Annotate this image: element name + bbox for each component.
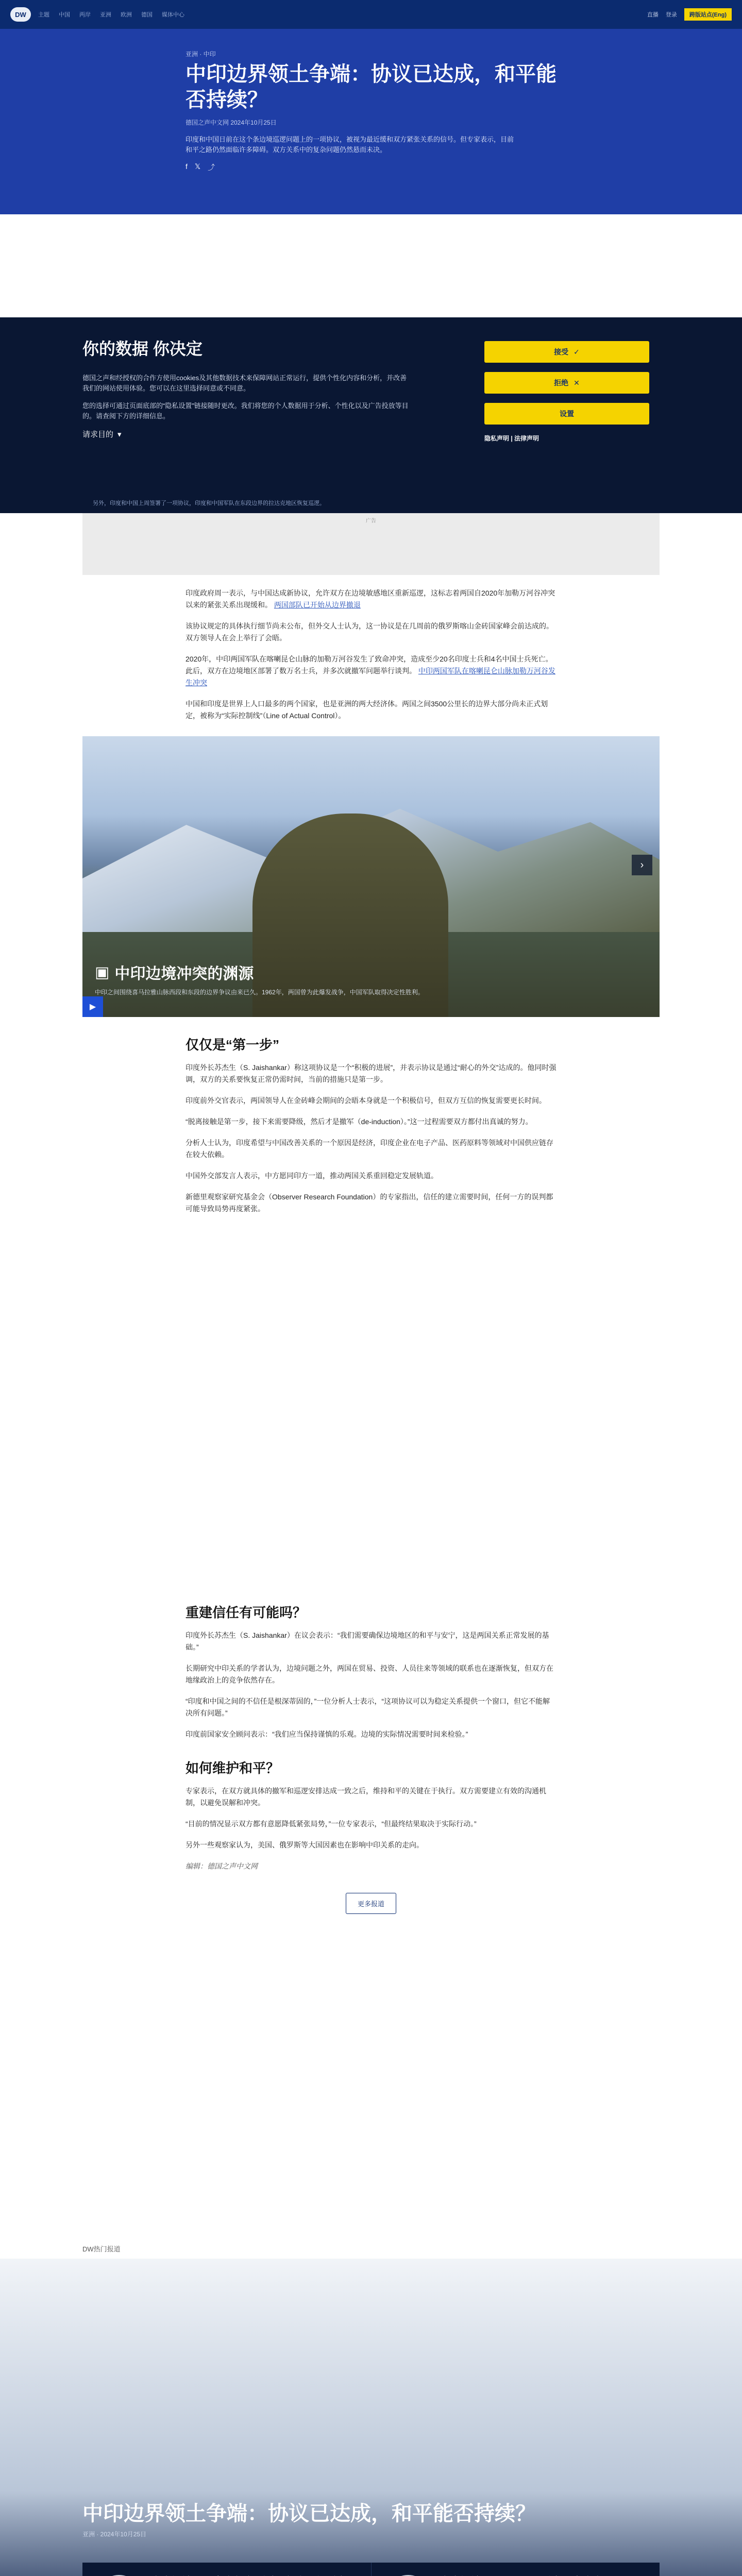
chevron-down-icon: ▾	[117, 430, 122, 439]
consent-purposes-toggle[interactable]	[82, 429, 412, 439]
accept-label: 接受	[554, 348, 569, 356]
check-icon: ✓	[574, 347, 580, 356]
page-title: 中印边界领土争端：协议已达成，和平能否持续？	[185, 63, 556, 111]
section-heading: 重建信任有可能吗？	[185, 1605, 307, 1620]
related-card[interactable]	[372, 2563, 660, 2576]
play-icon[interactable]: ▶	[82, 996, 103, 1017]
article-paragraph: 中国和印度是世界上人口最多的两个国家，也是亚洲的两大经济体。两国之间3500公里长的边界大部分尚未正式划定，被称为“实际控制线”（Line of Actual Control）。	[185, 700, 548, 720]
main-nav	[38, 10, 184, 19]
consent-text: 您的选择可通过页面底部的“隐私设置”链接随时更改。我们将您的个人数据用于分析、个性化以及广告投放等目的。请查阅下方的详细信息。	[82, 402, 409, 420]
article-paragraph: 印度前外交官表示，两国领导人在金砖峰会期间的会晤本身就是一个积极信号，但双方互信的恢复需要更长时间。	[185, 1096, 546, 1105]
header-right	[647, 8, 732, 21]
inline-link[interactable]: 两国部队已开始从边界撤退	[274, 601, 361, 609]
related-card[interactable]	[82, 2563, 372, 2576]
article-paragraph: 新德里观察家研究基金会（Observer Research Foundation）的专家指出，信任的建立需要时间，任何一方的误判都可能导致局势再度紧张。	[185, 1193, 553, 1213]
live-link[interactable]: 直播	[647, 12, 659, 18]
hero-meta: 德国之声中文网 2024年10月25日	[185, 119, 277, 126]
article-paragraph: 2020年，中印两国军队在喀喇昆仑山脉的加勒万河谷发生了致命冲突，造成至少20名印度士兵和4名中国士兵死亡。此后，双方在边境地区部署了数万名士兵，并多次就撤军问题举行谈判。 中印两国军队在喀喇昆仑山脉加勒万河谷发生冲突	[185, 655, 555, 687]
article-paragraph: “印度和中国之间的不信任是根深蒂固的，”一位分析人士表示，“这项协议可以为稳定关系提供一个窗口，但它不能解决所有问题。”	[185, 1697, 550, 1717]
article-paragraph: 中国外交部发言人表示，中方愿同印方一道，推动两国关系重回稳定发展轨道。	[185, 1172, 438, 1180]
breadcrumb: 另外，印度和中国上周签署了一项协议，印度和中国军队在东段边界的拉达克地区恢复巡逻。	[0, 493, 742, 513]
nav-item[interactable]: 德国	[141, 12, 153, 18]
article-paragraph: “目前的情况显示双方都有意愿降低紧张局势，”一位专家表示，“但最终结果取决于实际行动。”	[185, 1820, 477, 1828]
related-label: DW热门报道	[82, 2245, 121, 2253]
settings-button[interactable]	[484, 403, 649, 425]
related-section	[0, 2259, 742, 2576]
hero-kicker: 亚洲 · 中印	[185, 50, 216, 58]
more-articles-button[interactable]: 更多报道	[346, 1893, 396, 1914]
related-meta: 亚洲 · 2024年10月25日	[82, 2531, 147, 2538]
article-paragraph: 印度外长苏杰生（S. Jaishankar）称这项协议是一个“积极的进展”，并表示协议是通过“耐心的外交”达成的。他同时强调，双方的关系要恢复正常仍需时间，当前的措施只是第一步。	[185, 1063, 556, 1083]
login-link[interactable]: 登录	[665, 12, 677, 18]
more-articles	[185, 1893, 556, 1914]
site-header	[0, 0, 742, 29]
consent-title: 你的数据 你决定	[82, 340, 203, 358]
dw-logo[interactable]: DW	[10, 7, 31, 22]
gallery-icon: ▣	[95, 963, 110, 981]
accept-button[interactable]	[484, 341, 649, 363]
editor-note: 编辑：德国之声中文网	[185, 1862, 258, 1870]
reject-button[interactable]	[484, 372, 649, 394]
article-paragraph: 印度政府周一表示，与中国达成新协议，允许双方在边境敏感地区重新巡逻，这标志着两国自2020年加勒万河谷冲突以来的紧张关系出现缓和。 两国部队已开始从边界撤退	[185, 589, 555, 609]
article-paragraph: 另外一些观察家认为，美国、俄罗斯等大国因素也在影响中印关系的走向。	[185, 1841, 424, 1849]
hero-lead: 印度和中国日前在这个条边境巡逻问题上的一项协议，被视为最近缓和双方紧张关系的信号。但专家表示，目前和平之路仍然面临许多障碍。双方关系中的复杂问题仍然悬而未决。	[185, 135, 514, 154]
image-gallery[interactable]	[82, 736, 660, 1017]
settings-label: 设置	[560, 410, 574, 418]
consent-dialog	[0, 317, 742, 498]
article	[185, 587, 556, 722]
section-heading: 如何维护和平？	[185, 1760, 280, 1776]
related-cards	[82, 2563, 660, 2576]
consent-links[interactable]: 隐私声明 | 法律声明	[484, 435, 539, 442]
inline-link[interactable]: 中印两国军队在喀喇昆仑山脉加勒万河谷发生冲突	[185, 667, 555, 687]
facebook-icon[interactable]: f	[185, 162, 188, 171]
consent-purposes-label: 请求目的	[82, 430, 114, 439]
article-paragraph: 专家表示，在双方就具体的撤军和巡逻安排达成一致之后，维持和平的关键在于执行。双方需要建立有效的沟通机制，以避免误解和冲突。	[185, 1787, 546, 1807]
nav-item[interactable]: 中国	[59, 12, 70, 18]
section-heading: 仅仅是“第一步”	[185, 1037, 280, 1053]
reject-label: 拒绝	[554, 379, 569, 387]
nav-item[interactable]: 两岸	[79, 12, 91, 18]
gallery-title: 中印边境冲突的渊源	[114, 965, 254, 982]
article-paragraph: 印度外长苏杰生（S. Jaishankar）在议会表示：“我们需要确保边境地区的和平与安宁，这是两国关系正常发展的基础。”	[185, 1631, 549, 1651]
share-bar	[185, 162, 556, 173]
article-paragraph: 印度前国家安全顾问表示：“我们应当保持谨慎的乐观。边境的实际情况需要时间来检验。”	[185, 1730, 468, 1738]
nav-item[interactable]: 主题	[38, 12, 49, 18]
ad-label: 广告	[366, 518, 376, 524]
gallery-subtitle: 中印之间围绕喜马拉雅山脉西段和东段的边界争议由来已久。1962年，两国曾为此爆发战争，中国军队取得决定性胜利。	[95, 989, 424, 996]
nav-item[interactable]: 媒体中心	[162, 12, 184, 18]
page-body	[0, 29, 742, 2576]
language-button[interactable]: 跨版站点(Eng)	[684, 8, 732, 21]
hero	[0, 29, 742, 214]
nav-item[interactable]: 欧洲	[121, 12, 132, 18]
article-paragraph: “脱离接触是第一步，接下来需要降级，然后才是撤军（de-induction）。”这一过程需要双方都付出真诚的努力。	[185, 1117, 533, 1126]
article-paragraph: 分析人士认为，印度希望与中国改善关系的一个原因是经济，印度企业在电子产品、医药原料等领域对中国供应链存在较大依赖。	[185, 1139, 553, 1159]
nav-item[interactable]: 亚洲	[100, 12, 111, 18]
article-paragraph: 该协议规定的具体执行细节尚未公布，但外交人士认为，这一协议是在几周前的俄罗斯喀山金砖国家峰会前达成的。双方领导人在会上举行了会晤。	[185, 622, 553, 642]
share-icon[interactable]: ⤴	[208, 163, 215, 172]
close-icon: ✕	[574, 378, 580, 387]
chevron-right-icon[interactable]: ›	[632, 855, 652, 875]
x-icon[interactable]: 𝕏	[194, 162, 201, 171]
related-title[interactable]: 中印边界领土争端：协议已达成，和平能否持续？	[82, 2502, 536, 2525]
article-continued	[185, 1035, 556, 1914]
article-paragraph: 长期研究中印关系的学者认为，边境问题之外，两国在贸易、投资、人员往来等领域的联系也在逐渐恢复，但双方在地缘政治上的竞争依然存在。	[185, 1664, 553, 1684]
ad-slot	[82, 513, 660, 575]
gallery-caption	[82, 961, 660, 996]
consent-text: 德国之声和经授权的合作方使用cookies及其他数据技术来保障网站正常运行，提供个性化内容和分析，并改善我们的网站使用体验。您可以在这里选择同意或不同意。	[82, 374, 407, 392]
